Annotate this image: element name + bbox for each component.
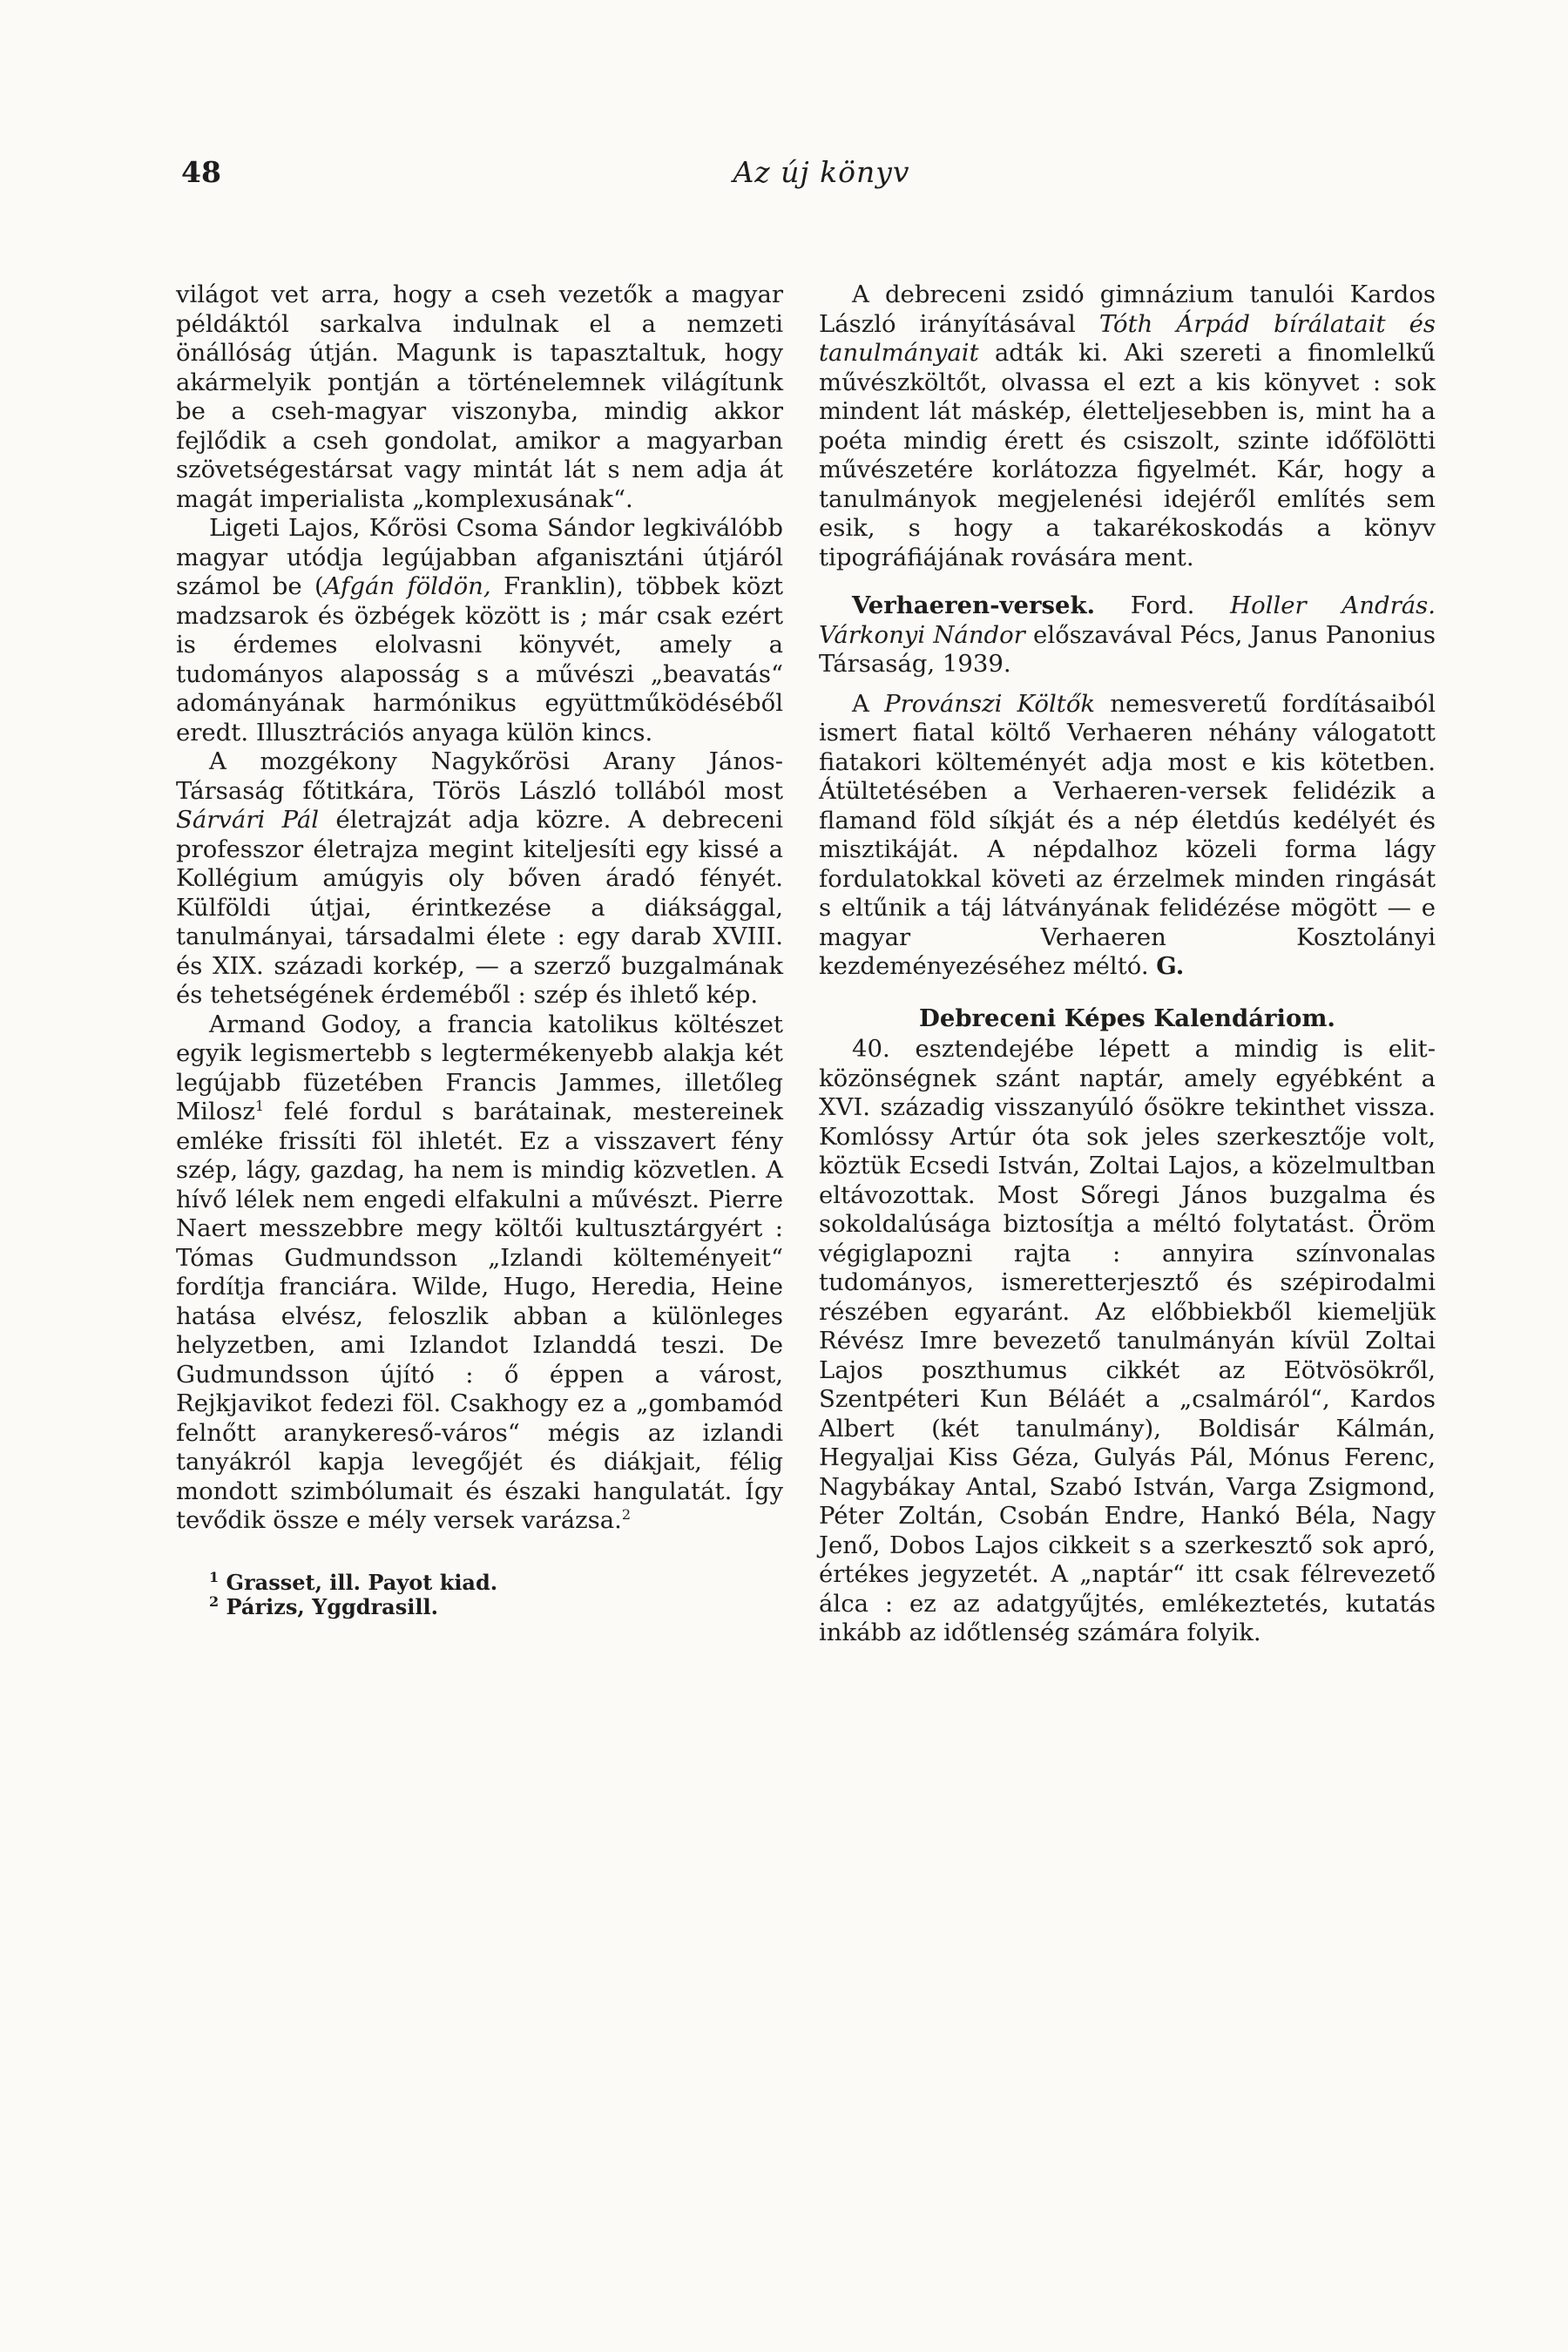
paragraph-kalendariom: 40. esztendejébe lépett a mindig is elit-közönségnek szánt naptár, amely egyébként a XVI. századig visszanyúló ősökre tekinthet vissza. Komlóssy Artúr óta sok jeles szerkesztője volt, köztük Ecsedi István, Zoltai Lajos, a közelmultban eltávozottak. Most Sőregi János buzgalma és sokoldalúsága biztosítja a méltó folytatást. Öröm végiglapozni rajta : annyira színvonalas tudományos, ismeretterjesztő és szépirodalmi részében egyaránt. Az előbbiekből kiemeljük Révész Imre bevezető tanulmányán kívül Zoltai Lajos poszthumus cikkét az Eötvösökről, Szentpéteri Kun Béláét a „csalmáról“, Kardos Albert (két tanulmány), Boldisár Kálmán, Hegyaljai Kiss Géza, Gulyás Pál, Mónus Ferenc, Nagybákay Antal, Szabó István, Varga Zsigmond, Péter Zoltán, Csobán Endre, Hankó Béla, Nagy Jenő, Dobos Lajos cikkeit s a szerkesztő sok apró, értékes jegyzetét. A „naptár“ itt csak félrevezető álca : ez az adatgyűjtés, emlékeztetés, kutatás inkább az időtlenség számára folyik. xyxy=(819,1035,1436,1646)
book-title: Tóth Árpád bírálatait és tanulmányait xyxy=(819,309,1436,367)
author-signature: G. xyxy=(1156,952,1185,980)
paragraph-verhaeren: A Provánszi Költők nemesveretű fordításaiból ismert fiatal költő Verhaeren néhány válogatott fiatakori költeményét adja most e kis kötetben. Átültetésében a Verhaeren-versek felidézik a flamand föld síkját és a nép életdús kedélyét és misztikáját. A népdalhoz közeli forma lágy fordulatokkal követi az érzelmek minden ringását s eltűnik a táj látványának felidézése mögött — e magyar Verhaeren Kosztolányi kezdeményezéséhez méltó. G. xyxy=(819,689,1436,980)
book-title: Afgán földön, xyxy=(323,572,491,600)
footnote-ref: 2 xyxy=(621,1505,632,1523)
page-header xyxy=(181,155,1462,199)
review-heading-kalendariom: Debreceni Képes Kalendáriom. xyxy=(918,1004,1336,1032)
page-number: 48 xyxy=(181,155,221,189)
paragraph-toros: A mozgékony Nagykőrösi Arany János-Társaság főtitkára, Törös László tollából most Sárvári Pál életrajzát adja közre. A debreceni professzor életrajza megint kiteljesíti egy kissé a Kollégium amúgyis oly bőven áradó fényét. Külföldi útjai, érintkezése a diáksággal, tanulmányai, társadalmi élete : egy darab XVIII. és XIX. századi korkép, — a szerző buzgalmának és tehetségének érdeméből : szép és ihlető kép. xyxy=(176,747,784,1009)
book-title: Sárvári Pál xyxy=(176,806,320,834)
footnote-ref: 1 xyxy=(254,1097,265,1114)
paragraph-godoy: Armand Godoy, a francia katolikus költészet egyik legismertebb s legtermékenyebb alakja két legújabb füzetében Francis Jammes, illetőleg Milosz$^1$ felé fordul s barátainak, mestereinek emléke frissíti föl ihletét. Ez a visszavert fény szép, lágy, gazdag, ha nem is mindig közvetlen. A hívő lélek nem engedi elfakulni a művészt. Pierre Naert messzebbre megy költői kultusztárgyért : Tómas Gudmundsson „Izlandi költeményeit“ fordítja franciára. Wilde, Hugo, Heredia, Heine hatása elvész, feloszlik abban a különleges helyzetben, ami Izlandot Izlanddá teszi. De Gudmundsson újító : ő éppen a várost, Rejkjavikot fedezi föl. Csakhogy ez a „gombamód felnőtt aranykereső-város“ mégis az izlandi tanyákról kapja levegőjét és diákjait, félig mondott szimbólumait és északi hangulatát. Így tevődik össze e mély versek varázsa.$^2$ xyxy=(176,1010,783,1534)
footnote-2: $^2$ Párizs, Yggdrasill. xyxy=(209,1592,438,1619)
right-column xyxy=(819,280,1436,1648)
review-title: Verhaeren-versek. xyxy=(852,591,1096,619)
paragraph-ligeti: Ligeti Lajos, Kőrösi Csoma Sándor legkiválóbb magyar utódja legújabban afganisztáni útjáról számol be (Afgán földön, Franklin), többek közt madzsarok és özbégek között is ; már csak ezért is érdemes elolvasni könyvét, amely a tudományos alaposság s a művészi „beavatás“ adományának harmónikus együttműködéséből eredt. Illusztrációs anyaga külön kincs. xyxy=(176,514,784,747)
review-heading-verhaeren: Verhaeren-versek. Ford. Holler András. Várkonyi Nándor előszavával Pécs, Janus Panonius Társaság, 1939. xyxy=(819,591,1436,678)
paragraph-toth-arpad: A debreceni zsidó gimnázium tanulói Kardos László irányításával Tóth Árpád bírálatait és tanulmányait adták ki. Aki szereti a finomlelkű művészköltőt, olvassa el ezt a kis könyvet : sok mindent lát máskép, életteljesebben is, mint ha a poéta mindig érett és csiszolt, szinte időfölötti művészetére korlátozza figyelmét. Kár, hogy a tanulmányok megjelenési idejéről említés sem esik, s hogy a takarékoskodás a könyv tipográfiájának rovására ment. xyxy=(819,280,1436,571)
running-title: Az új könyv xyxy=(733,155,910,189)
paragraph-czech-hungarian: világot vet arra, hogy a cseh vezetők a magyar példáktól sarkalva indulnak el a nemzeti önállóság útján. Magunk is tapasztaltuk, hogy akármelyik pontján a történelemnek világítunk be a cseh-magyar viszonyba, mindig akkor fejlődik a cseh gondolat, amikor a magyarban szövetségestársat vagy mintát lát s nem adja át magát imperialista „komplexusának“. xyxy=(176,280,783,513)
footnote-1: $^1$ Grasset, ill. Payot kiad. xyxy=(209,1568,498,1595)
footnotes xyxy=(176,1568,783,1619)
left-column xyxy=(176,280,783,1619)
book-title: Provánszi Költők xyxy=(884,689,1096,718)
